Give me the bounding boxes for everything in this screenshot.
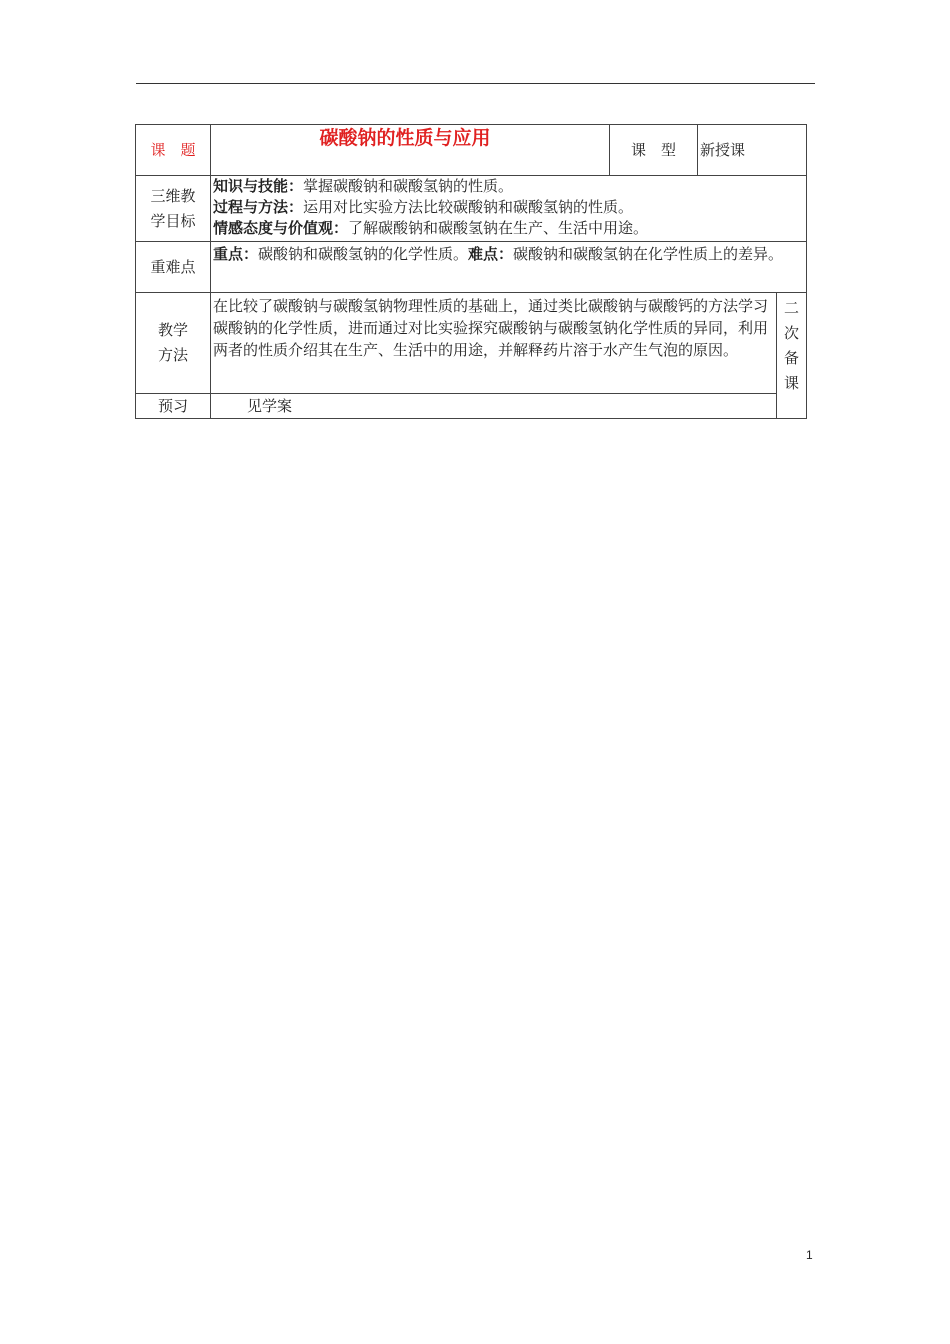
type-label: 课 型 (610, 125, 698, 176)
row-objectives (136, 176, 807, 242)
type-value: 新授课 (698, 125, 807, 176)
row-topic (136, 125, 807, 176)
method-content: 在比较了碳酸钠与碳酸氢钠物理性质的基础上，通过类比碳酸钠与碳酸钙的方法学习碳酸钠的化学性质，进而通过对比实验探究碳酸钠与碳酸氢钠化学性质的异同，利用两者的性质介绍其在生产、生活中的用途，并解释药片溶于水产生气泡的原因。 (211, 293, 777, 394)
preview-content: 见学案 (211, 394, 777, 419)
page-number: 1 (806, 1248, 813, 1262)
key-points-label: 重难点 (136, 242, 211, 293)
row-method (136, 293, 807, 394)
header-rule (136, 83, 815, 84)
key-points-content: 重点：碳酸钠和碳酸氢钠的化学性质。难点：碳酸钠和碳酸氢钠在化学性质上的差异。 (211, 242, 807, 293)
objective-knowledge: 知识与技能：掌握碳酸钠和碳酸氢钠的性质。 (213, 177, 514, 195)
second-prep-column: 二 次 备 课 (777, 293, 807, 419)
objectives-label: 三维教 学目标 (136, 176, 211, 242)
row-key-points (136, 242, 807, 293)
objective-process: 过程与方法：运用对比实验方法比较碳酸钠和碳酸氢钠的性质。 (213, 198, 634, 216)
lesson-plan-table (135, 124, 807, 419)
objective-attitude: 情感态度与价值观：了解碳酸钠和碳酸氢钠在生产、生活中用途。 (213, 219, 649, 237)
lesson-title: 碳酸钠的性质与应用 (319, 127, 491, 149)
objectives-content (211, 176, 807, 242)
preview-label: 预习 (136, 394, 211, 419)
row-preview (136, 394, 807, 419)
method-label: 教学 方法 (136, 293, 211, 394)
topic-title-cell (211, 125, 610, 176)
topic-label: 课 题 (136, 125, 211, 176)
